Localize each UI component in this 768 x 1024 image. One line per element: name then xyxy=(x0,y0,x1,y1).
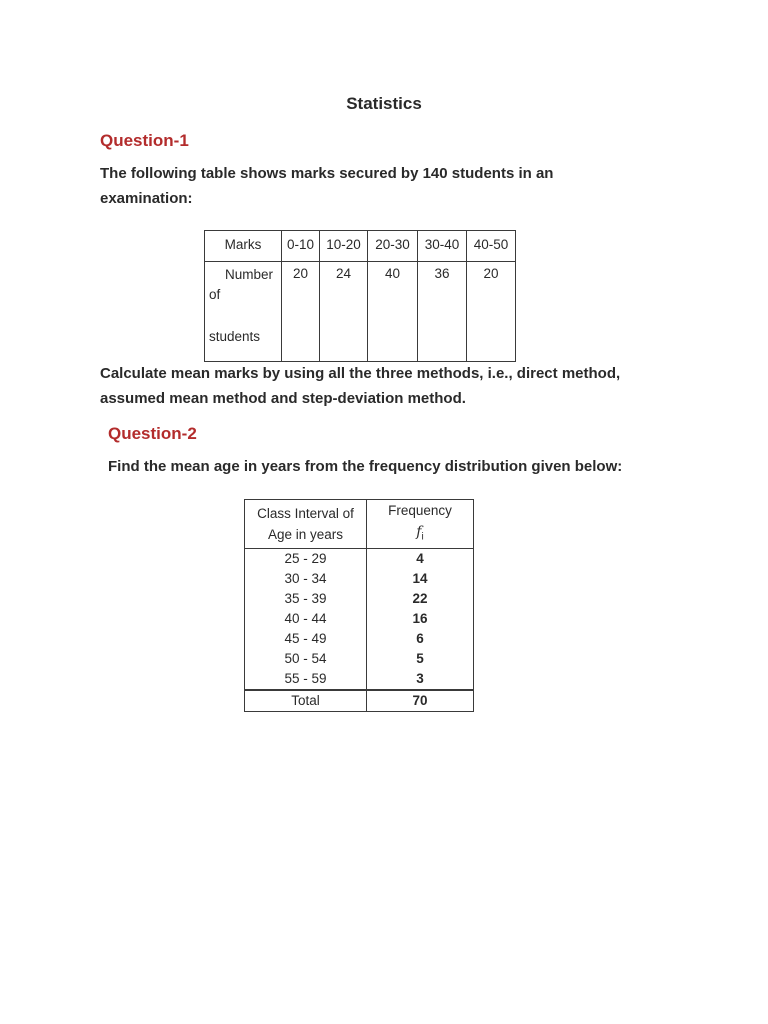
marks-header-cell: 0-10 xyxy=(282,231,320,262)
total-label-cell: Total xyxy=(245,690,367,712)
question-1-heading: Question-1 xyxy=(100,131,189,150)
question-1-intro xyxy=(100,161,553,211)
question-1-instructions-line-1: Calculate mean marks by using all the three methods, i.e., direct method, xyxy=(100,365,621,382)
question-2-intro: Find the mean age in years from the frequency distribution given below: xyxy=(108,458,623,475)
frequency-symbol: $f_i$ xyxy=(416,524,424,543)
header-line: Frequency xyxy=(388,503,452,518)
table-row xyxy=(245,589,474,609)
students-value-cell: 36 xyxy=(418,262,467,362)
frequency-cell: 16 xyxy=(367,609,474,629)
marks-table xyxy=(204,230,516,362)
students-value-cell: 40 xyxy=(368,262,418,362)
marks-header-cell: 40-50 xyxy=(467,231,516,262)
age-table-header-row xyxy=(245,500,474,549)
marks-header-cell: Marks xyxy=(205,231,282,262)
row-label-line: students xyxy=(209,329,261,344)
marks-header-cell: 10-20 xyxy=(320,231,368,262)
frequency-cell: 5 xyxy=(367,649,474,669)
frequency-header xyxy=(367,500,474,549)
class-interval-cell: 50 - 54 xyxy=(245,649,367,669)
table-row xyxy=(245,609,474,629)
marks-header-cell: 30-40 xyxy=(418,231,467,262)
header-line: Class Interval of xyxy=(257,505,354,521)
frequency-cell: 6 xyxy=(367,629,474,649)
frequency-cell: 3 xyxy=(367,669,474,690)
class-interval-cell: 35 - 39 xyxy=(245,589,367,609)
question-1-instructions-line-2: assumed mean method and step-deviation method. xyxy=(100,390,466,407)
age-frequency-table xyxy=(244,499,474,712)
row-label-line: Number xyxy=(225,267,274,282)
marks-table-header-row xyxy=(205,231,516,262)
marks-table-students-row xyxy=(205,262,516,362)
question-2-heading: Question-2 xyxy=(108,424,197,443)
age-table-total-row xyxy=(245,690,474,712)
frequency-cell: 22 xyxy=(367,589,474,609)
students-row-label xyxy=(205,262,282,362)
class-interval-cell: 30 - 34 xyxy=(245,569,367,589)
question-1-intro-line-2: examination: xyxy=(100,190,193,207)
students-value-cell: 20 xyxy=(282,262,320,362)
class-interval-cell: 40 - 44 xyxy=(245,609,367,629)
header-line: Age in years xyxy=(267,526,344,542)
question-1-instructions xyxy=(100,361,620,411)
frequency-cell: 14 xyxy=(367,569,474,589)
class-interval-cell: 55 - 59 xyxy=(245,669,367,690)
class-interval-cell: 25 - 29 xyxy=(245,548,367,569)
row-label-line: of xyxy=(209,287,221,302)
table-row xyxy=(245,669,474,690)
frequency-cell: 4 xyxy=(367,548,474,569)
table-row xyxy=(245,548,474,569)
students-value-cell: 20 xyxy=(467,262,516,362)
class-interval-header xyxy=(245,500,367,549)
total-value-cell: 70 xyxy=(367,690,474,712)
table-row xyxy=(245,629,474,649)
table-row xyxy=(245,649,474,669)
table-row xyxy=(245,569,474,589)
marks-header-cell: 20-30 xyxy=(368,231,418,262)
question-1-intro-line-1: The following table shows marks secured by 140 students in an xyxy=(100,165,554,182)
page-title: Statistics xyxy=(346,94,422,113)
students-value-cell: 24 xyxy=(320,262,368,362)
class-interval-cell: 45 - 49 xyxy=(245,629,367,649)
